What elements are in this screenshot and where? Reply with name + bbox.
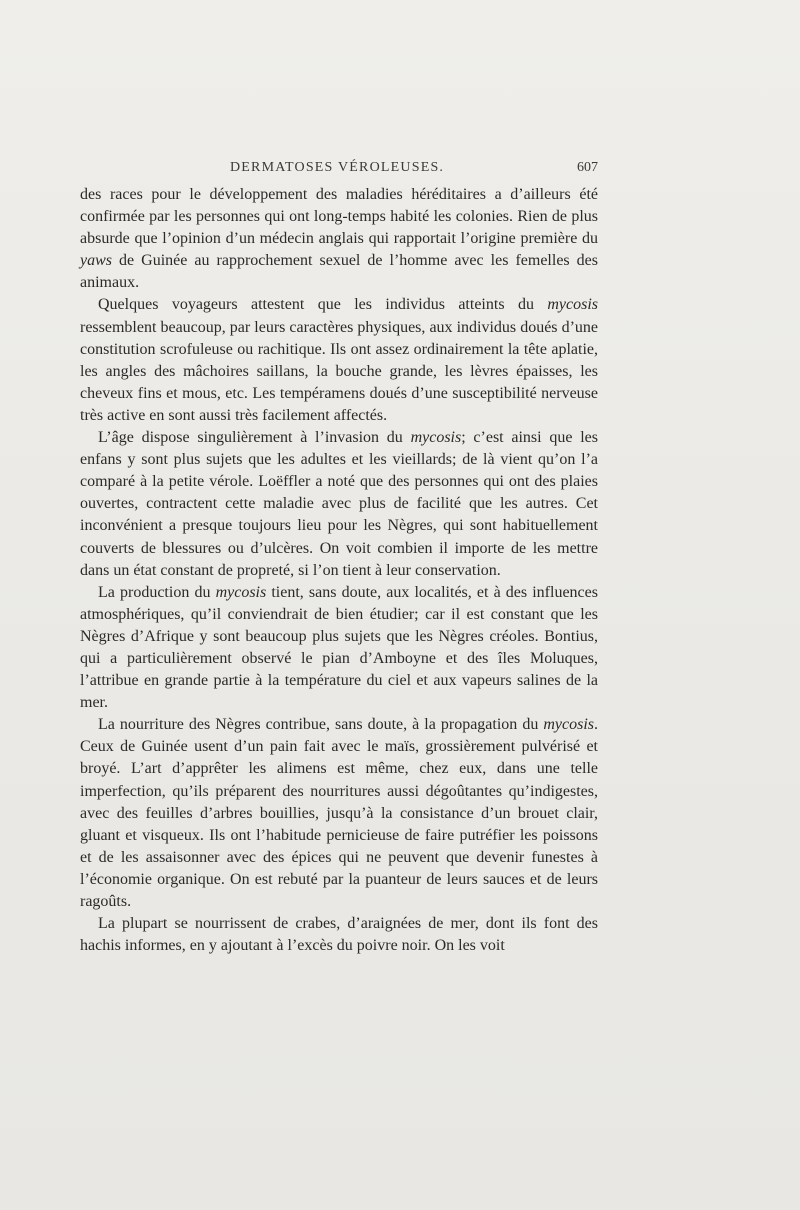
paragraph-4-italic-term: mycosis bbox=[215, 583, 267, 601]
paragraph-2 bbox=[80, 294, 598, 427]
paragraph-5-italic-term: mycosis bbox=[543, 716, 594, 734]
paragraph-4-text-b: tient, sans doute, aux localités, et à des influences atmosphériques, qu’il conviendrait de bien étudier; car il est constant que les Nègres d’Afrique y sont beaucoup plus sujets que les Nègres créoles. Bontius, qui a particulièrement observé le pian d’Amboyne et des îles Moluques, l’attribue en grande partie à la température du ciel et aux vapeurs salines de la mer. bbox=[80, 583, 598, 712]
paragraph-6 bbox=[80, 913, 598, 957]
body-text bbox=[80, 184, 598, 957]
paragraph-3 bbox=[80, 427, 598, 582]
paragraph-2-text-b: ressemblent beaucoup, par leurs caractères physiques, aux individus doués d’une constitution scrofuleuse ou rachitique. Ils ont assez ordinairement la tête aplatie, les angles des mâchoires saillans, la bouche grande, les lèvres épaisses, les cheveux fins et mous, etc. Les tempéramens doués d’une susceptibilité nerveuse très active en sont aussi très facilement affectés. bbox=[80, 318, 598, 424]
page-number: 607 bbox=[577, 160, 598, 175]
paragraph-1-text-a: des races pour le développement des maladies héréditaires a d’ailleurs été confirmée par les personnes qui ont long-temps habité les colonies. Rien de plus absurde que l’opinion d’un médecin anglais qui rapportait l’origine première du bbox=[80, 186, 598, 248]
paragraph-1-text-b: de Guinée au rapprochement sexuel de l’homme avec les femelles des animaux. bbox=[80, 252, 598, 292]
paragraph-5 bbox=[80, 714, 598, 913]
paragraph-5-text-a: La nourriture des Nègres contribue, sans doute, à la propagation du bbox=[98, 716, 544, 734]
paragraph-6-text: La plupart se nourrissent de crabes, d’araignées de mer, dont ils font des hachis informes, en y ajoutant à l’excès du poivre noir. On les voit bbox=[80, 915, 598, 955]
paragraph-2-italic-term: mycosis bbox=[547, 296, 598, 314]
paragraph-3-text-a: L’âge dispose singulièrement à l’invasion du bbox=[98, 429, 411, 447]
running-title: DERMATOSES VÉROLEUSES. bbox=[230, 160, 445, 175]
paragraph-3-italic-term: mycosis bbox=[410, 429, 462, 447]
paragraph-2-text-a: Quelques voyageurs attestent que les individus atteints du bbox=[98, 296, 548, 314]
paragraph-1-italic-term: yaws bbox=[80, 252, 112, 270]
paragraph-4-text-a: La production du bbox=[98, 583, 216, 601]
paragraph-1 bbox=[80, 184, 598, 294]
running-header bbox=[230, 160, 598, 180]
paragraph-4 bbox=[80, 582, 598, 715]
paragraph-5-text-b: . Ceux de Guinée usent d’un pain fait avec le maïs, grossièrement pulvérisé et broyé. L’art d’apprêter les alimens est même, chez eux, dans une telle imperfection, qu’ils préparent des nourritures aussi dégoûtantes qu’indigestes, avec des feuilles d’arbres bouillies, jusqu’à la consistance d’un brouet clair, gluant et visqueux. Ils ont l’habitude pernicieuse de faire putréfier les poissons et de les assaisonner avec des épices qui ne peuvent que devenir funestes à l’économie organique. On est rebuté par la puanteur de leurs sauces et de leurs ragoûts. bbox=[80, 716, 598, 910]
paragraph-3-text-b: ; c’est ainsi que les enfans y sont plus sujets que les adultes et les vieillards; de là vient qu’on l’a comparé à la petite vérole. Loëffler a noté que des personnes qui ont des plaies ouvertes, contractent cette maladie avec plus de facilité que les autres. Cet inconvénient a presque toujours lieu pour les Nègres, qui sont habituellement couverts de blessures ou d’ulcères. On voit combien il importe de les mettre dans un état constant de propreté, si l’on tient à leur conservation. bbox=[80, 429, 598, 579]
